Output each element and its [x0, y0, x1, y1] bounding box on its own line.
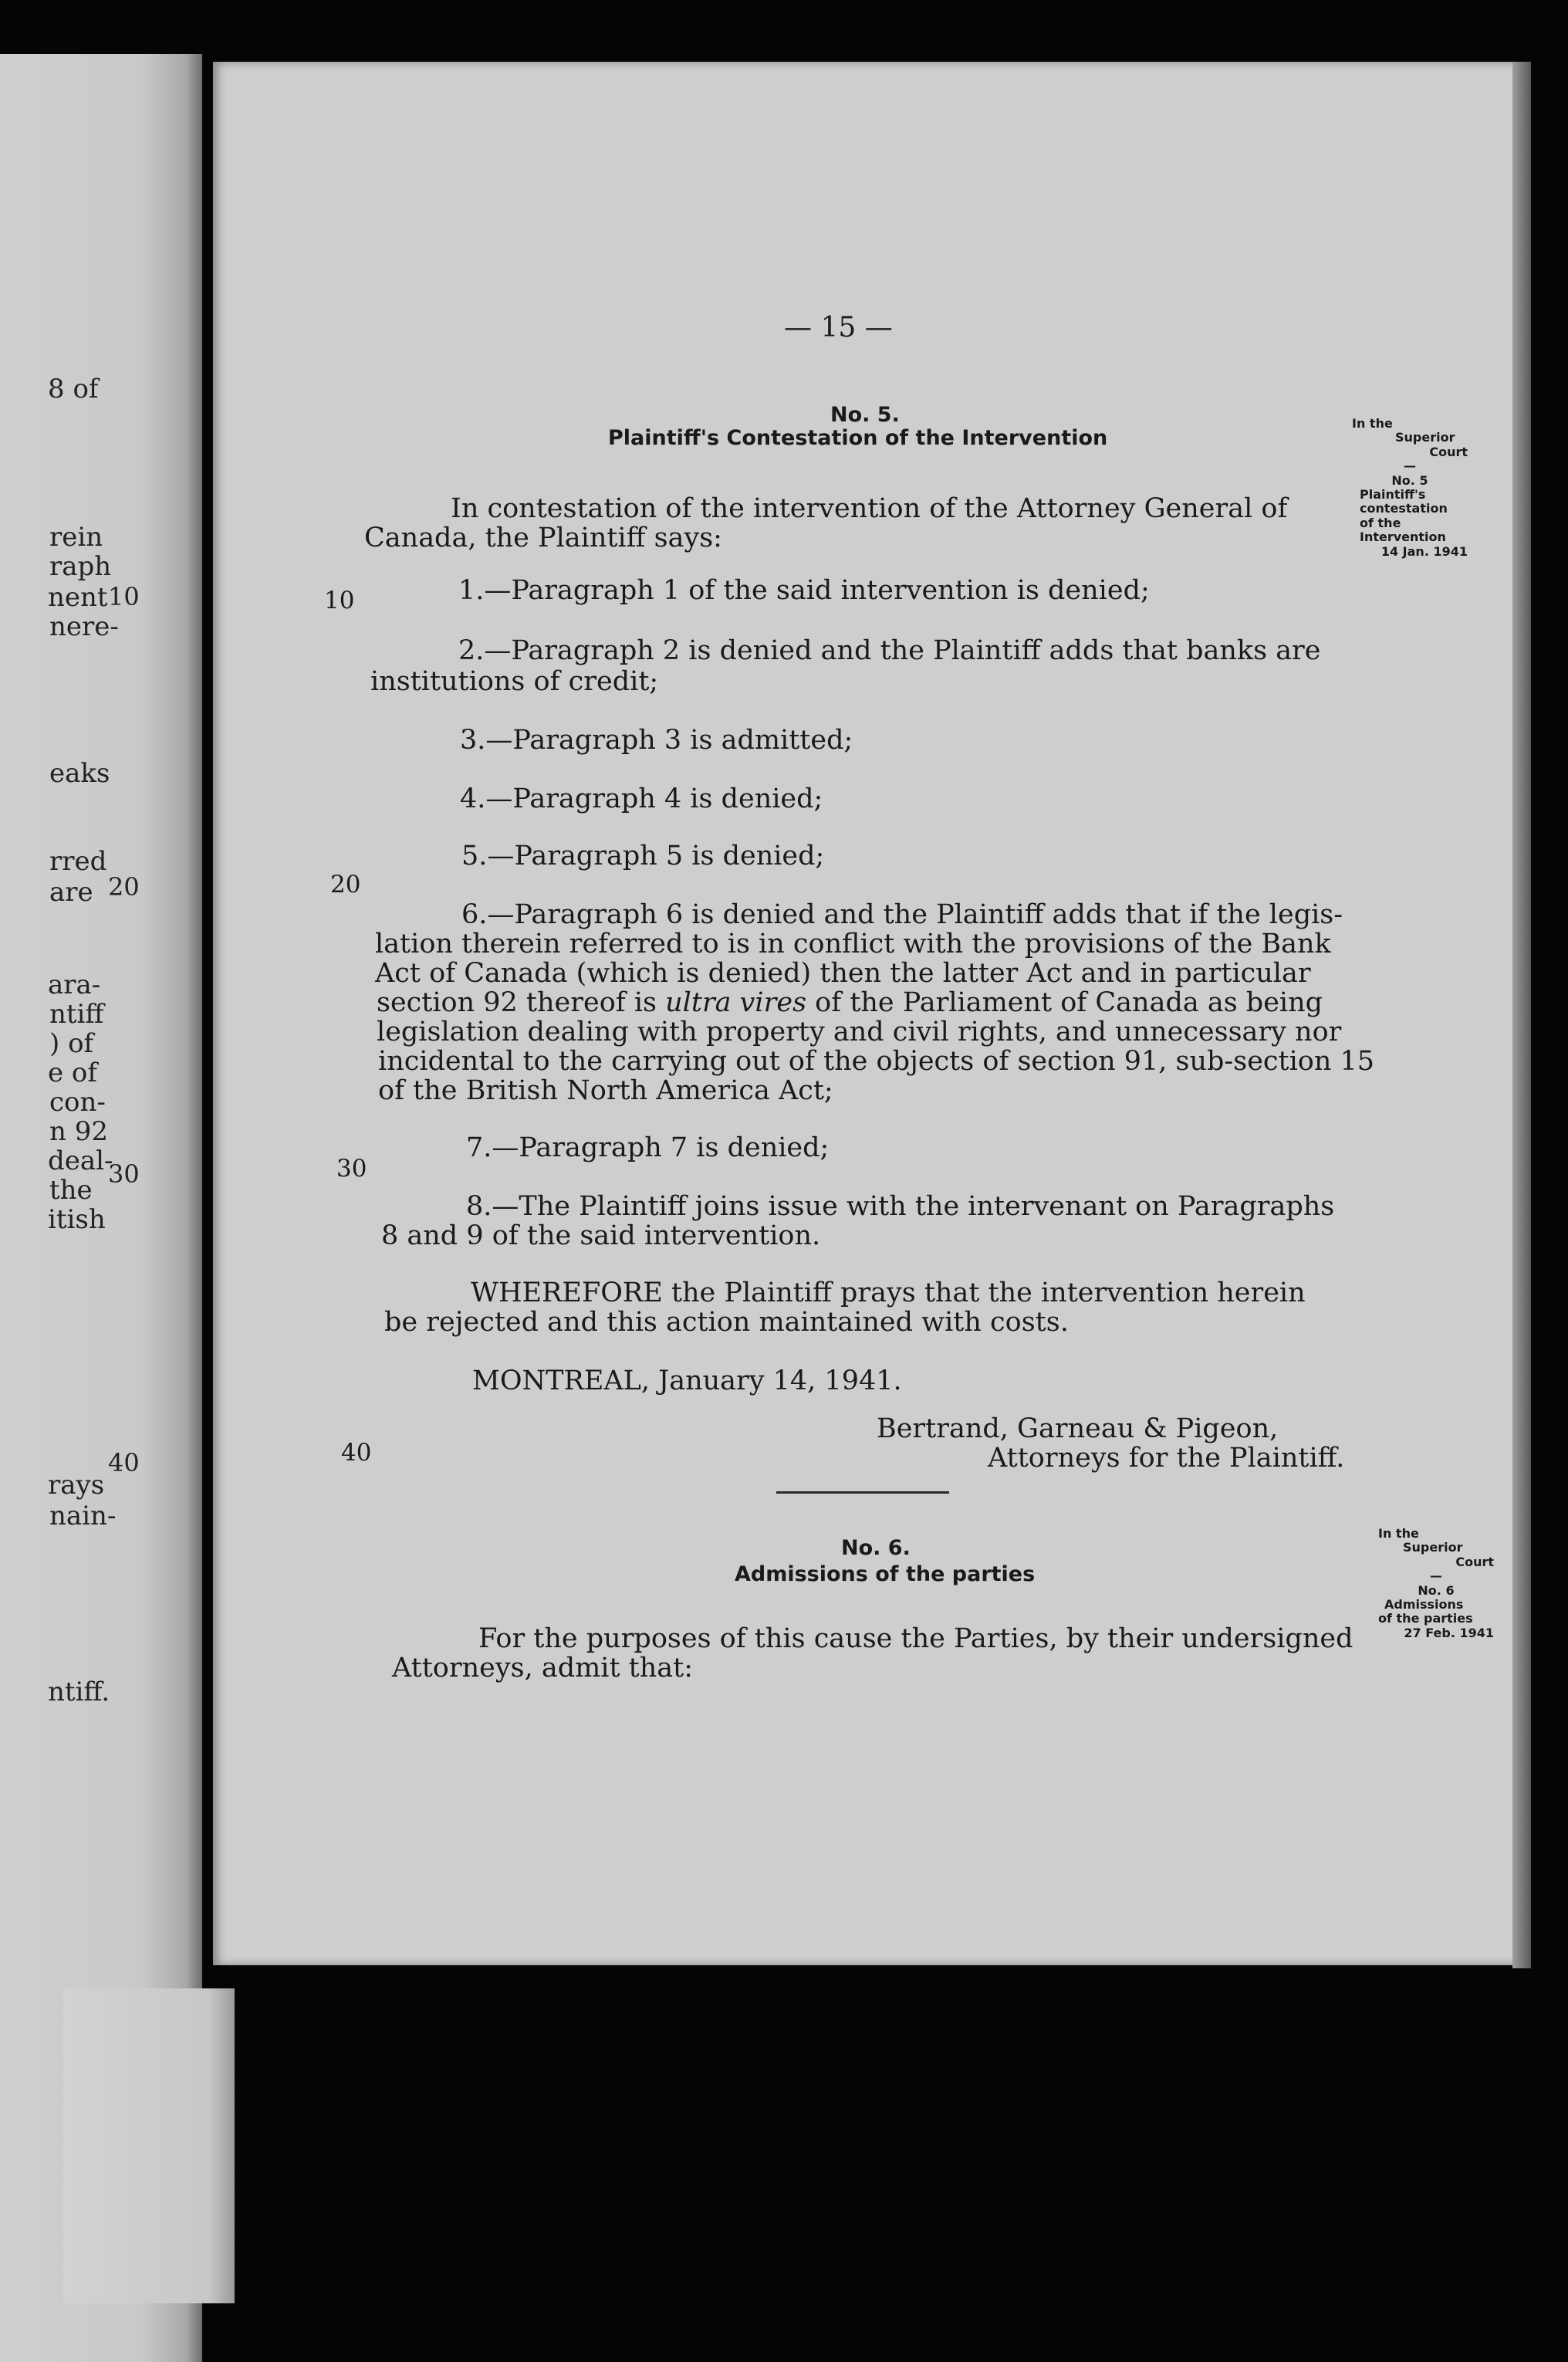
paragraph-2-line: institutions of credit; — [370, 666, 659, 697]
margin-note-line: Admissions — [1384, 1596, 1464, 1612]
prev-fragment: e of — [48, 1057, 97, 1088]
p6-italic-term: ultra vires — [665, 987, 807, 1018]
signature-line: Attorneys for the Plaintiff. — [988, 1443, 1345, 1474]
prev-fragment: nere- — [49, 611, 119, 642]
line-number: 30 — [336, 1155, 367, 1183]
paragraph-6-line — [377, 987, 1323, 1018]
prev-fragment: n 92 — [49, 1116, 108, 1147]
line-number: 10 — [324, 587, 355, 614]
date-line: MONTREAL, January 14, 1941. — [472, 1365, 902, 1396]
margin-note-line: In the — [1378, 1526, 1419, 1541]
margin-note-line: of the — [1360, 515, 1401, 530]
line-number: 20 — [330, 871, 361, 898]
paragraph-6-line: legislation dealing with property and civil rights, and unnecessary nor — [377, 1017, 1342, 1047]
paragraph-1: 1.—Paragraph 1 of the said intervention is denied; — [458, 575, 1150, 606]
margin-note-line: of the parties — [1378, 1611, 1473, 1626]
prev-fragment: rays — [48, 1470, 105, 1501]
paragraph-6-line: lation therein referred to is in conflict with the provisions of the Bank — [375, 929, 1331, 959]
margin-note-line: Court — [1429, 444, 1468, 459]
prev-fragment: 8 of — [48, 374, 99, 404]
wherefore-line: WHEREFORE the Plaintiff prays that the intervention herein — [471, 1277, 1306, 1308]
previous-page-tab — [63, 1988, 235, 2303]
margin-note-line: Plaintiff's — [1360, 486, 1426, 502]
prev-line-number: 10 — [108, 582, 140, 611]
margin-note-line: 27 Feb. 1941 — [1404, 1625, 1494, 1640]
section-6-intro-line: Attorneys, admit that: — [392, 1653, 694, 1684]
margin-note-section-5 — [1352, 417, 1468, 559]
paragraph-8-line: 8 and 9 of the said intervention. — [381, 1220, 821, 1251]
margin-note-line: contestation — [1360, 501, 1448, 516]
margin-note-line: — — [1404, 459, 1416, 474]
margin-note-line: Superior — [1395, 430, 1455, 445]
intro-line: In contestation of the intervention of the Attorney General of — [451, 493, 1288, 524]
prev-fragment: nent — [48, 582, 108, 613]
page-number: — 15 — — [784, 312, 893, 343]
section-5-title: Plaintiff's Contestation of the Intervention — [608, 426, 1108, 450]
margin-note-line: — — [1430, 1568, 1442, 1584]
margin-note-line: No. 5 — [1391, 472, 1428, 488]
p6-text: section 92 thereof is — [377, 987, 666, 1018]
prev-fragment: ntiff. — [48, 1677, 110, 1707]
prev-fragment: rein — [49, 522, 103, 553]
margin-note-line: Superior — [1403, 1540, 1463, 1555]
paragraph-5: 5.—Paragraph 5 is denied; — [461, 841, 825, 871]
section-divider — [776, 1491, 949, 1494]
margin-note-line: 14 Jan. 1941 — [1380, 543, 1468, 559]
paragraph-6-line: of the British North America Act; — [378, 1075, 833, 1106]
paragraph-4: 4.—Paragraph 4 is denied; — [460, 783, 823, 814]
paragraph-6-line: incidental to the carrying out of the objects of section 91, sub-section 15 — [378, 1046, 1375, 1077]
margin-note-line: Intervention — [1360, 530, 1446, 545]
prev-fragment: deal- — [48, 1145, 113, 1176]
prev-fragment: the — [49, 1175, 93, 1206]
prev-fragment: con- — [49, 1087, 106, 1118]
paragraph-2-line: 2.—Paragraph 2 is denied and the Plaintiff adds that banks are — [458, 635, 1321, 666]
margin-note-line: In the — [1352, 416, 1393, 431]
prev-fragment: nain- — [49, 1501, 117, 1531]
intro-line: Canada, the Plaintiff says: — [364, 523, 722, 553]
line-number: 40 — [341, 1439, 372, 1467]
signature-line: Bertrand, Garneau & Pigeon, — [877, 1413, 1279, 1444]
prev-line-number: 30 — [108, 1159, 140, 1189]
p6-text: of the Parliament of Canada as being — [806, 987, 1323, 1018]
section-6-number: No. 6. — [841, 1536, 911, 1560]
prev-fragment: raph — [49, 551, 112, 582]
paragraph-6-line: 6.—Paragraph 6 is denied and the Plaintiff adds that if the legis- — [461, 899, 1343, 930]
prev-fragment: ara- — [48, 970, 101, 1000]
section-6-intro-line: For the purposes of this cause the Parties, by their undersigned — [478, 1623, 1353, 1654]
paragraph-8-line: 8.—The Plaintiff joins issue with the intervenant on Paragraphs — [466, 1191, 1335, 1222]
margin-note-line: Court — [1455, 1554, 1494, 1569]
prev-fragment: eaks — [49, 758, 110, 789]
prev-line-number: 20 — [108, 872, 140, 902]
prev-fragment: ) of — [49, 1028, 94, 1059]
margin-note-line: No. 6 — [1418, 1582, 1455, 1598]
prev-fragment: itish — [48, 1204, 106, 1235]
page-edge-shadow — [1512, 62, 1531, 1968]
paragraph-3: 3.—Paragraph 3 is admitted; — [460, 725, 853, 756]
wherefore-line: be rejected and this action maintained with costs. — [384, 1307, 1069, 1338]
margin-note-section-6 — [1378, 1527, 1494, 1640]
prev-fragment: are — [49, 877, 93, 908]
section-5-number: No. 5. — [830, 403, 900, 427]
prev-line-number: 40 — [108, 1448, 140, 1477]
prev-fragment: ntiff — [49, 999, 104, 1030]
prev-fragment: rred — [49, 846, 107, 877]
paragraph-7: 7.—Paragraph 7 is denied; — [466, 1132, 830, 1163]
paragraph-6-line: Act of Canada (which is denied) then the latter Act and in particular — [375, 958, 1311, 989]
section-6-title: Admissions of the parties — [735, 1562, 1036, 1586]
